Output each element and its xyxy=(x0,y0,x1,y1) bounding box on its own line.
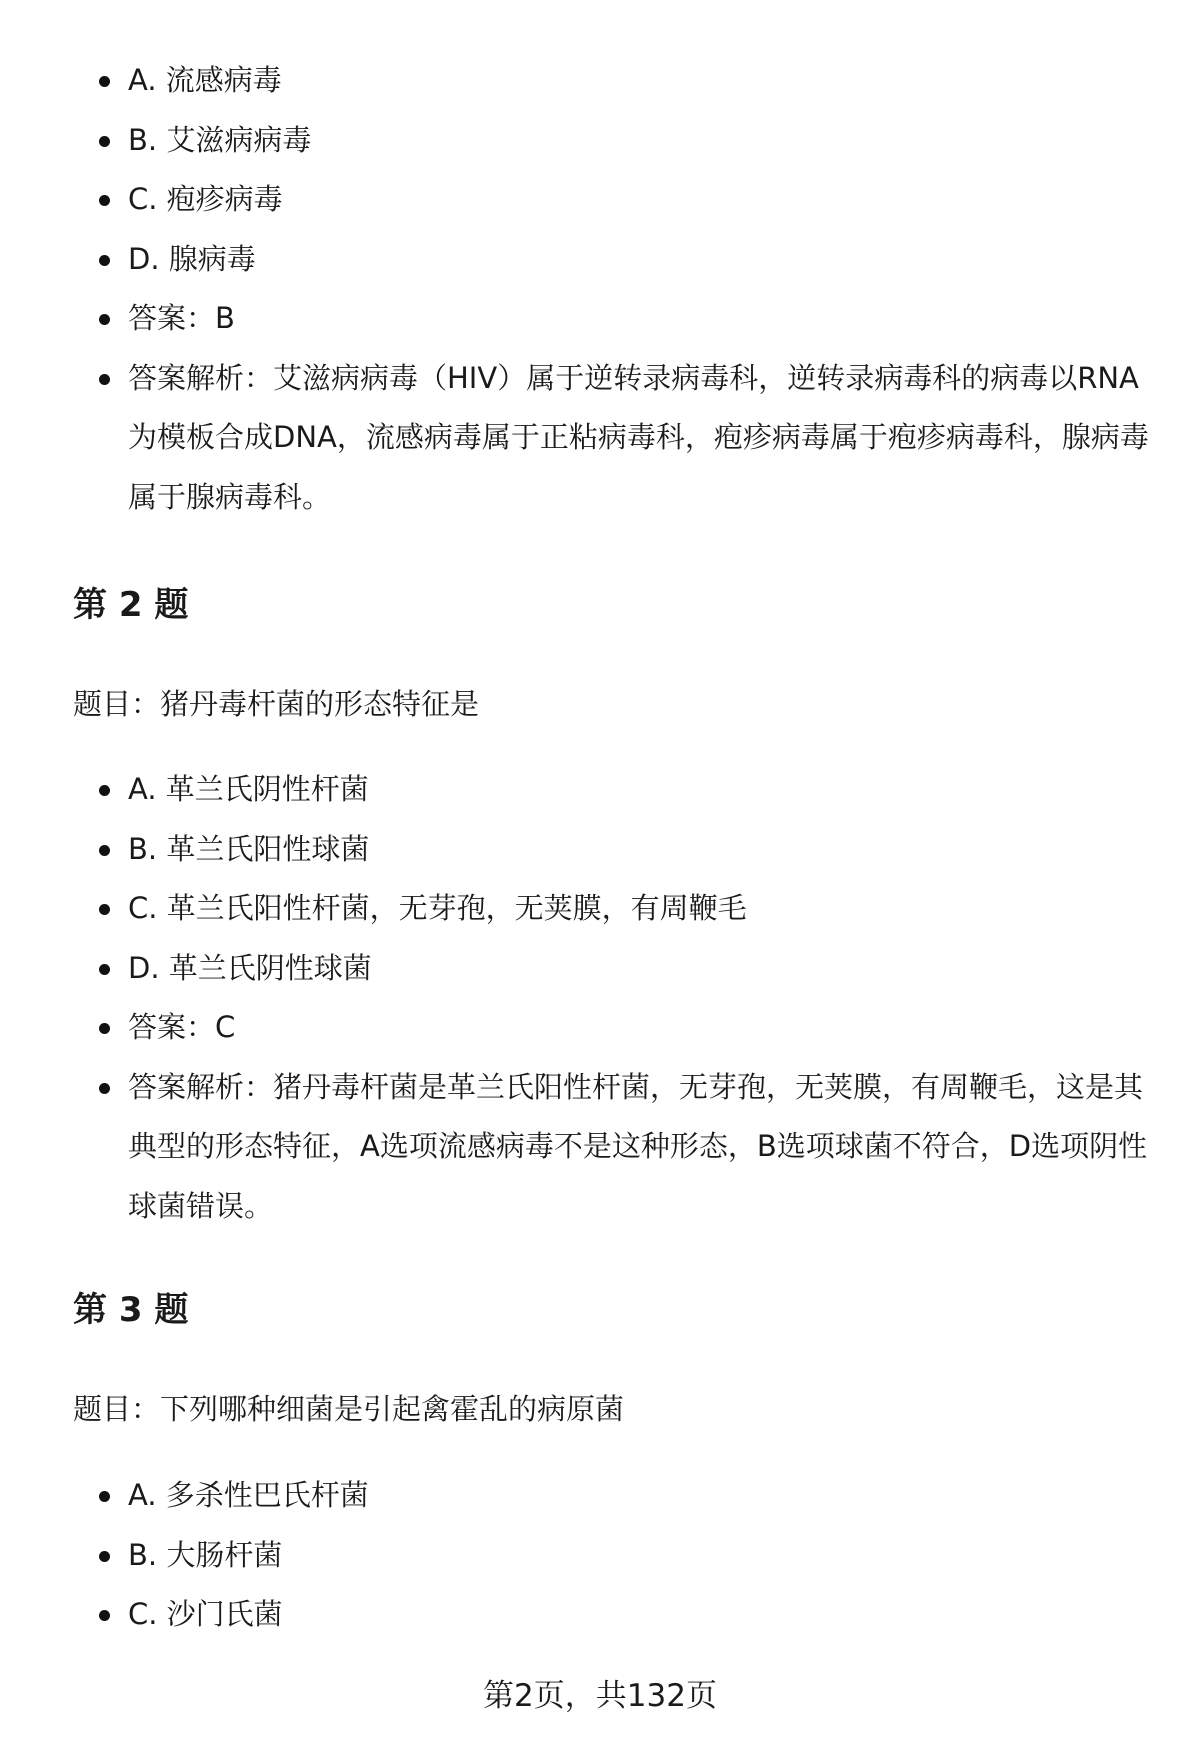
option-c: C. 沙门氏菌 xyxy=(0,1585,1200,1645)
question-3-title: 题目：下列哪种细菌是引起禽霍乱的病原菌 xyxy=(73,1392,625,1426)
question-3-heading: 第 3 题 xyxy=(73,1290,189,1330)
option-a: A. 革兰氏阴性杆菌 xyxy=(0,760,1200,820)
option-b: B. 艾滋病病毒 xyxy=(0,111,1200,171)
question-2-block xyxy=(0,760,1200,1236)
question-1-options xyxy=(0,51,1200,527)
question-2-title: 题目：猪丹毒杆菌的形态特征是 xyxy=(73,687,480,721)
question-3-options xyxy=(0,1466,1200,1645)
option-c: C. 疱疹病毒 xyxy=(0,170,1200,230)
option-b: B. 大肠杆菌 xyxy=(0,1526,1200,1586)
option-d: D. 革兰氏阴性球菌 xyxy=(0,939,1200,999)
answer: 答案：B xyxy=(0,289,1200,349)
option-d: D. 腺病毒 xyxy=(0,230,1200,290)
question-1-block xyxy=(0,51,1200,527)
option-a: A. 多杀性巴氏杆菌 xyxy=(0,1466,1200,1526)
option-b: B. 革兰氏阳性球菌 xyxy=(0,820,1200,880)
question-2-heading: 第 2 题 xyxy=(73,585,189,625)
option-a: A. 流感病毒 xyxy=(0,51,1200,111)
option-c: C. 革兰氏阳性杆菌，无芽孢，无荚膜，有周鞭毛 xyxy=(0,879,1200,939)
question-3-block xyxy=(0,1466,1200,1645)
answer-analysis: 答案解析：艾滋病病毒（HIV）属于逆转录病毒科，逆转录病毒科的病毒以RNA为模板合成DNA，流感病毒属于正粘病毒科，疱疹病毒属于疱疹病毒科，腺病毒属于腺病毒科。 xyxy=(0,349,1200,528)
question-2-options xyxy=(0,760,1200,1236)
answer-analysis: 答案解析：猪丹毒杆菌是革兰氏阳性杆菌，无芽孢，无荚膜，有周鞭毛，这是其典型的形态特征，A选项流感病毒不是这种形态，B选项球菌不符合，D选项阴性球菌错误。 xyxy=(0,1058,1200,1237)
answer: 答案：C xyxy=(0,998,1200,1058)
page-number-footer: 第2页，共132页 xyxy=(483,1678,717,1714)
